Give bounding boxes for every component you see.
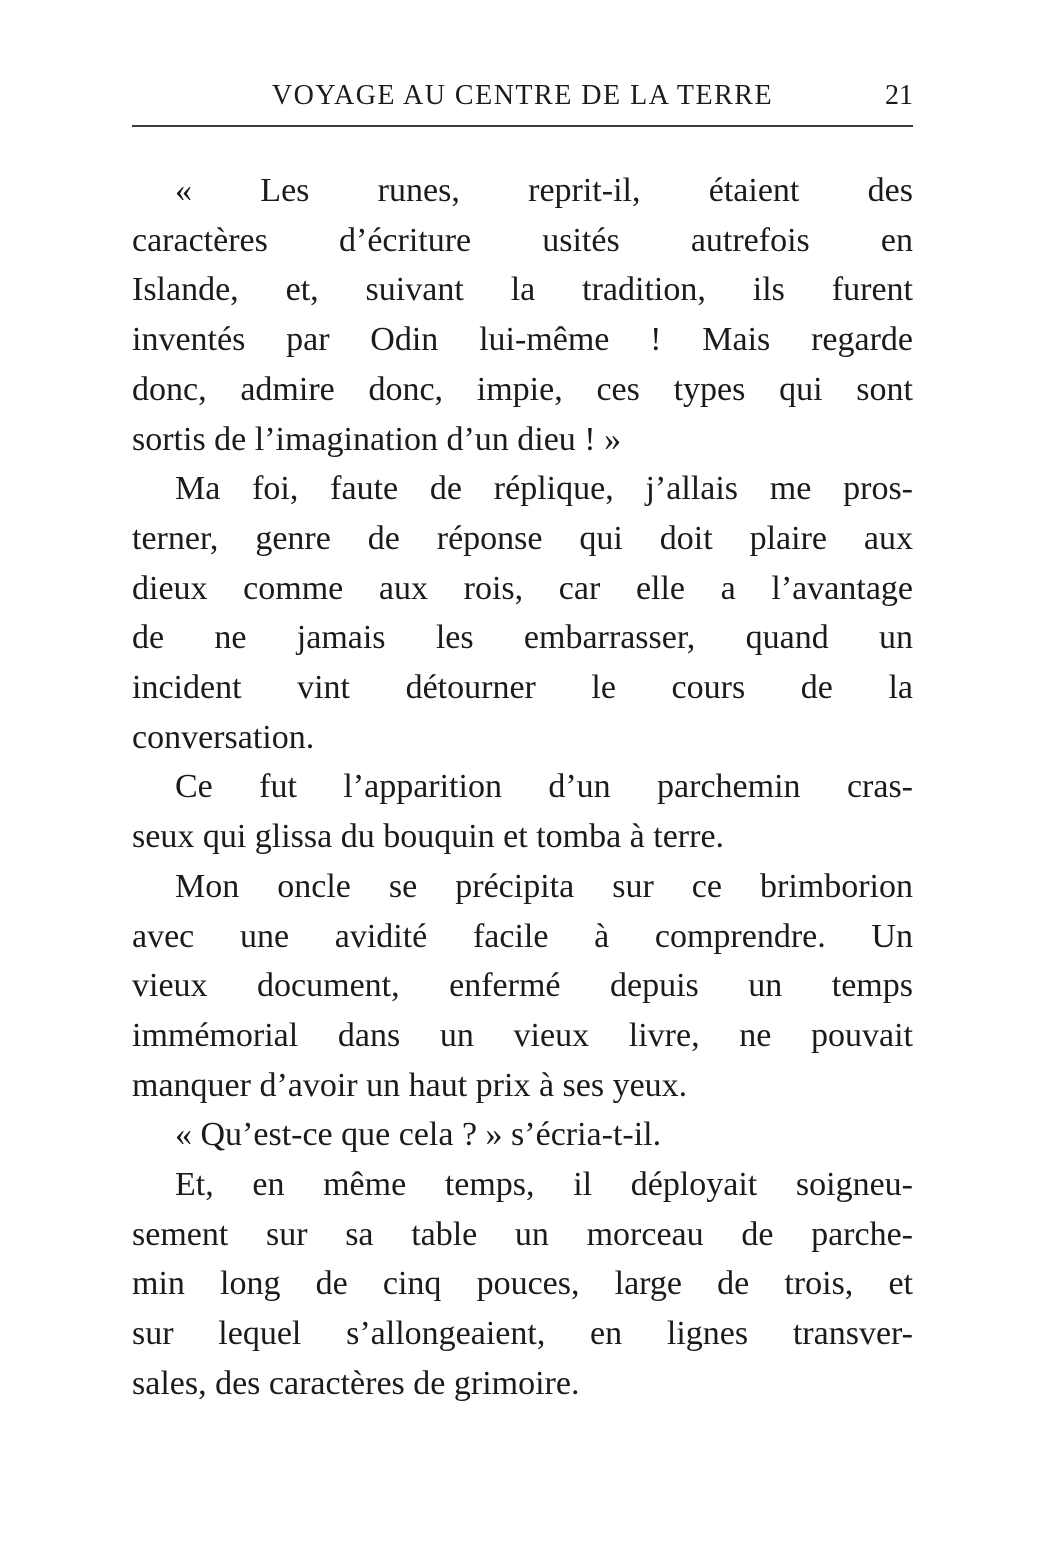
paragraph: [132, 762, 913, 861]
paragraph: [132, 464, 913, 762]
text-line: avec une avidité facile à comprendre. Un: [132, 917, 913, 955]
text-line: sales, des caractères de grimoire.: [132, 1364, 580, 1402]
text-line: sortis de l’imagination d’un dieu ! »: [132, 420, 622, 458]
running-header: [132, 80, 913, 114]
text-line: terner, genre de réponse qui doit plaire aux: [132, 519, 913, 557]
text-line: Ma foi, faute de réplique, j’allais me pros-: [175, 470, 913, 508]
text-line: dieux comme aux rois, car elle a l’avantage: [132, 569, 913, 607]
text-line: caractères d’écriture usités autrefois en: [132, 221, 913, 259]
text-line: manquer d’avoir un haut prix à ses yeux.: [132, 1066, 688, 1104]
page-number: 21: [885, 80, 913, 111]
paragraph: [132, 1160, 913, 1409]
text-line: « Qu’est-ce que cela ? » s’écria-t-il.: [175, 1116, 662, 1154]
text-line: sur lequel s’allongeaient, en lignes transver-: [132, 1315, 913, 1353]
paragraph: [132, 862, 913, 1111]
text-line: « Les runes, reprit-il, étaient des: [175, 172, 913, 209]
text-line: min long de cinq pouces, large de trois, et: [132, 1265, 913, 1303]
text-line: donc, admire donc, impie, ces types qui sont: [132, 370, 913, 408]
running-header-title: VOYAGE AU CENTRE DE LA TERRE: [271, 80, 774, 111]
paragraph: [132, 166, 913, 464]
text-line: incident vint détourner le cours de la: [132, 669, 913, 707]
text-line: sement sur sa table un morceau de parche-: [132, 1215, 913, 1253]
text-line: Islande, et, suivant la tradition, ils furent: [132, 271, 913, 309]
page-text: [132, 166, 913, 1409]
text-line: seux qui glissa du bouquin et tomba à terre.: [132, 818, 725, 856]
text-line: immémorial dans un vieux livre, ne pouvait: [132, 1016, 913, 1054]
text-line: de ne jamais les embarrasser, quand un: [132, 619, 913, 657]
text-line: conversation.: [132, 718, 315, 756]
text-line: inventés par Odin lui-même ! Mais regarde: [132, 321, 913, 359]
text-line: Ce fut l’apparition d’un parchemin cras-: [175, 768, 913, 806]
text-line: vieux document, enfermé depuis un temps: [132, 967, 913, 1005]
paragraph: [132, 1110, 913, 1160]
text-line: Et, en même temps, il déployait soigneu-: [175, 1166, 913, 1204]
text-line: Mon oncle se précipita sur ce brimborion: [175, 867, 913, 905]
header-rule: [132, 125, 913, 127]
